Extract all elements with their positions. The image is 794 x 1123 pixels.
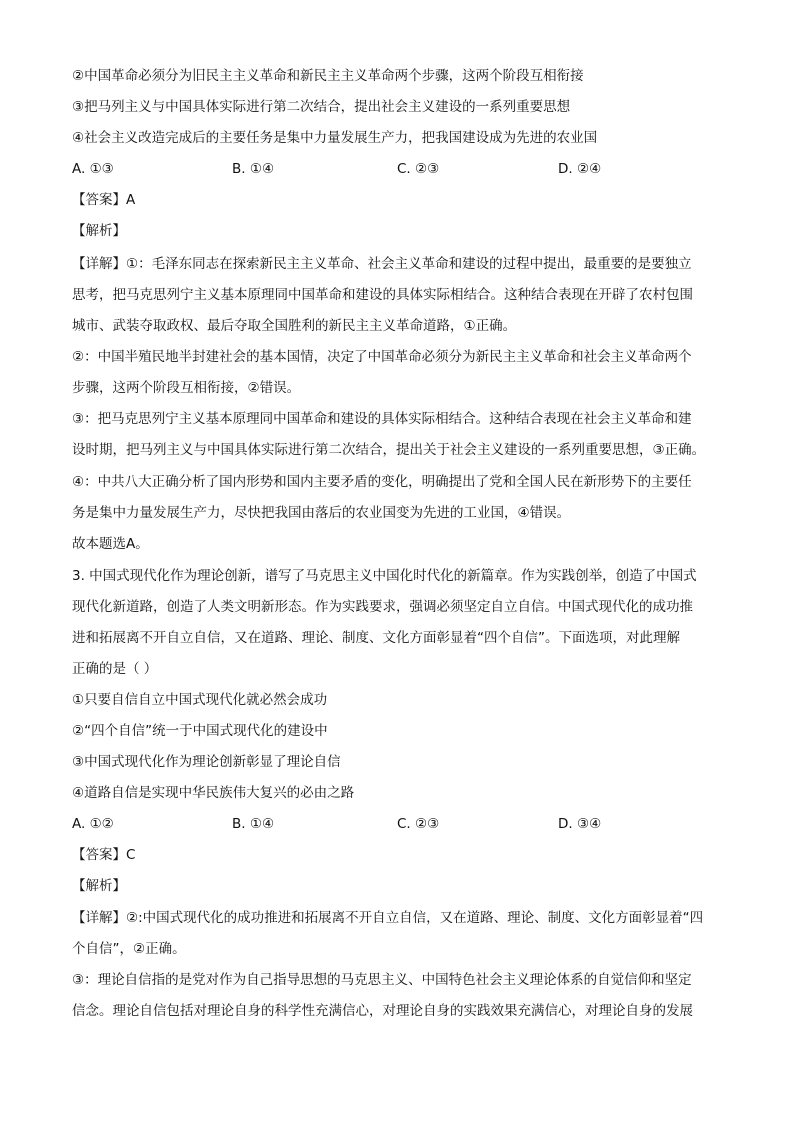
q2-detail-line: ④：中共八大正确分析了国内形势和国内主要矛盾的变化，明确提出了党和全国人民在新形势下的主要任 xyxy=(72,474,692,490)
q3-detail-line: 个自信”，②正确。 xyxy=(72,941,186,957)
q2-option-a: A. ①③ xyxy=(72,161,114,177)
q3-stem-line: 现代化新道路，创造了人类文明新形态。作为实践要求，强调必须坚定自立自信。中国式现代化的成功推 xyxy=(72,599,693,615)
q2-detail-line: ③：把马克思列宁主义基本原理同中国革命和建设的具体实际相结合。这种结合表现在社会主义革命和建 xyxy=(72,411,692,427)
q2-option-d: D. ②④ xyxy=(558,161,602,177)
q2-answer: 【答案】A xyxy=(72,192,136,208)
q3-statement-3: ③中国式现代化作为理论创新彰显了理论自信 xyxy=(72,754,341,770)
q2-option-b: B. ①④ xyxy=(232,161,275,177)
q3-statement-4: ④道路自信是实现中华民族伟大复兴的必由之路 xyxy=(72,785,355,801)
q2-detail-line: 思考，把马克思列宁主义基本原理同中国革命和建设的具体实际相结合。这种结合表现在开辟了农村包围 xyxy=(72,287,693,303)
q2-detail-line: 【详解】①：毛泽东同志在探索新民主主义革命、社会主义革命和建设的过程中提出，最重要的是要独立 xyxy=(72,256,692,272)
q3-option-c: C. ②③ xyxy=(397,816,440,832)
q2-detail-line: 步骤，这两个阶段互相衔接，②错误。 xyxy=(72,380,301,396)
q3-detail-line: 信念。理论自信包括对理论自身的科学性充满信心，对理论自身的实践效果充满信心，对理论自身的发展 xyxy=(72,1003,693,1019)
q3-statement-1: ①只要自信自立中国式现代化就必然会成功 xyxy=(72,692,328,708)
q3-analysis-label: 【解析】 xyxy=(72,878,126,894)
q3-option-d: D. ③④ xyxy=(558,816,602,832)
q2-statement-2: ②中国革命必须分为旧民主主义革命和新民主主义革命两个步骤，这两个阶段互相衔接 xyxy=(72,68,584,84)
q3-stem-line: 进和拓展离不开自立自信，又在道路、理论、制度、文化方面彰显着“四个自信”。下面选项，对此理解 xyxy=(72,630,680,646)
q2-detail-line: ②：中国半殖民地半封建社会的基本国情，决定了中国革命必须分为新民主主义革命和社会主义革命两个 xyxy=(72,349,692,365)
q2-detail-line: 设时期，把马列主义与中国具体实际进行第二次结合，提出关于社会主义建设的一系列重要思想，③正确。 xyxy=(72,442,706,458)
q2-conclusion: 故本题选A。 xyxy=(72,536,149,552)
q3-option-b: B. ①④ xyxy=(232,816,275,832)
q3-statement-2: ②“四个自信”统一于中国式现代化的建设中 xyxy=(72,723,328,739)
q2-detail-line: 务是集中力量发展生产力，尽快把我国由落后的农业国变为先进的工业国，④错误。 xyxy=(72,505,571,521)
q2-option-c: C. ②③ xyxy=(397,161,440,177)
q2-analysis-label: 【解析】 xyxy=(72,223,126,239)
q2-detail-line: 城市、武装夺取政权、最后夺取全国胜利的新民主主义革命道路，①正确。 xyxy=(72,318,517,334)
q3-option-a: A. ①② xyxy=(72,816,114,832)
q3-answer: 【答案】C xyxy=(72,847,136,863)
q2-statement-3: ③把马列主义与中国具体实际进行第二次结合，提出社会主义建设的一系列重要思想 xyxy=(72,99,571,115)
q3-detail-line: 【详解】②:中国式现代化的成功推进和拓展离不开自立自信，又在道路、理论、制度、文化方面彰显着“四 xyxy=(72,910,704,926)
q2-statement-4: ④社会主义改造完成后的主要任务是集中力量发展生产力，把我国建设成为先进的农业国 xyxy=(72,130,598,146)
q3-stem-line: 3. 中国式现代化作为理论创新，谱写了马克思主义中国化时代化的新篇章。作为实践创举，创造了中国式 xyxy=(72,568,697,584)
q3-detail-line: ③：理论自信指的是党对作为自己指导思想的马克思主义、中国特色社会主义理论体系的自觉信仰和坚定 xyxy=(72,972,692,988)
q3-stem-line: 正确的是（ ） xyxy=(72,661,158,677)
